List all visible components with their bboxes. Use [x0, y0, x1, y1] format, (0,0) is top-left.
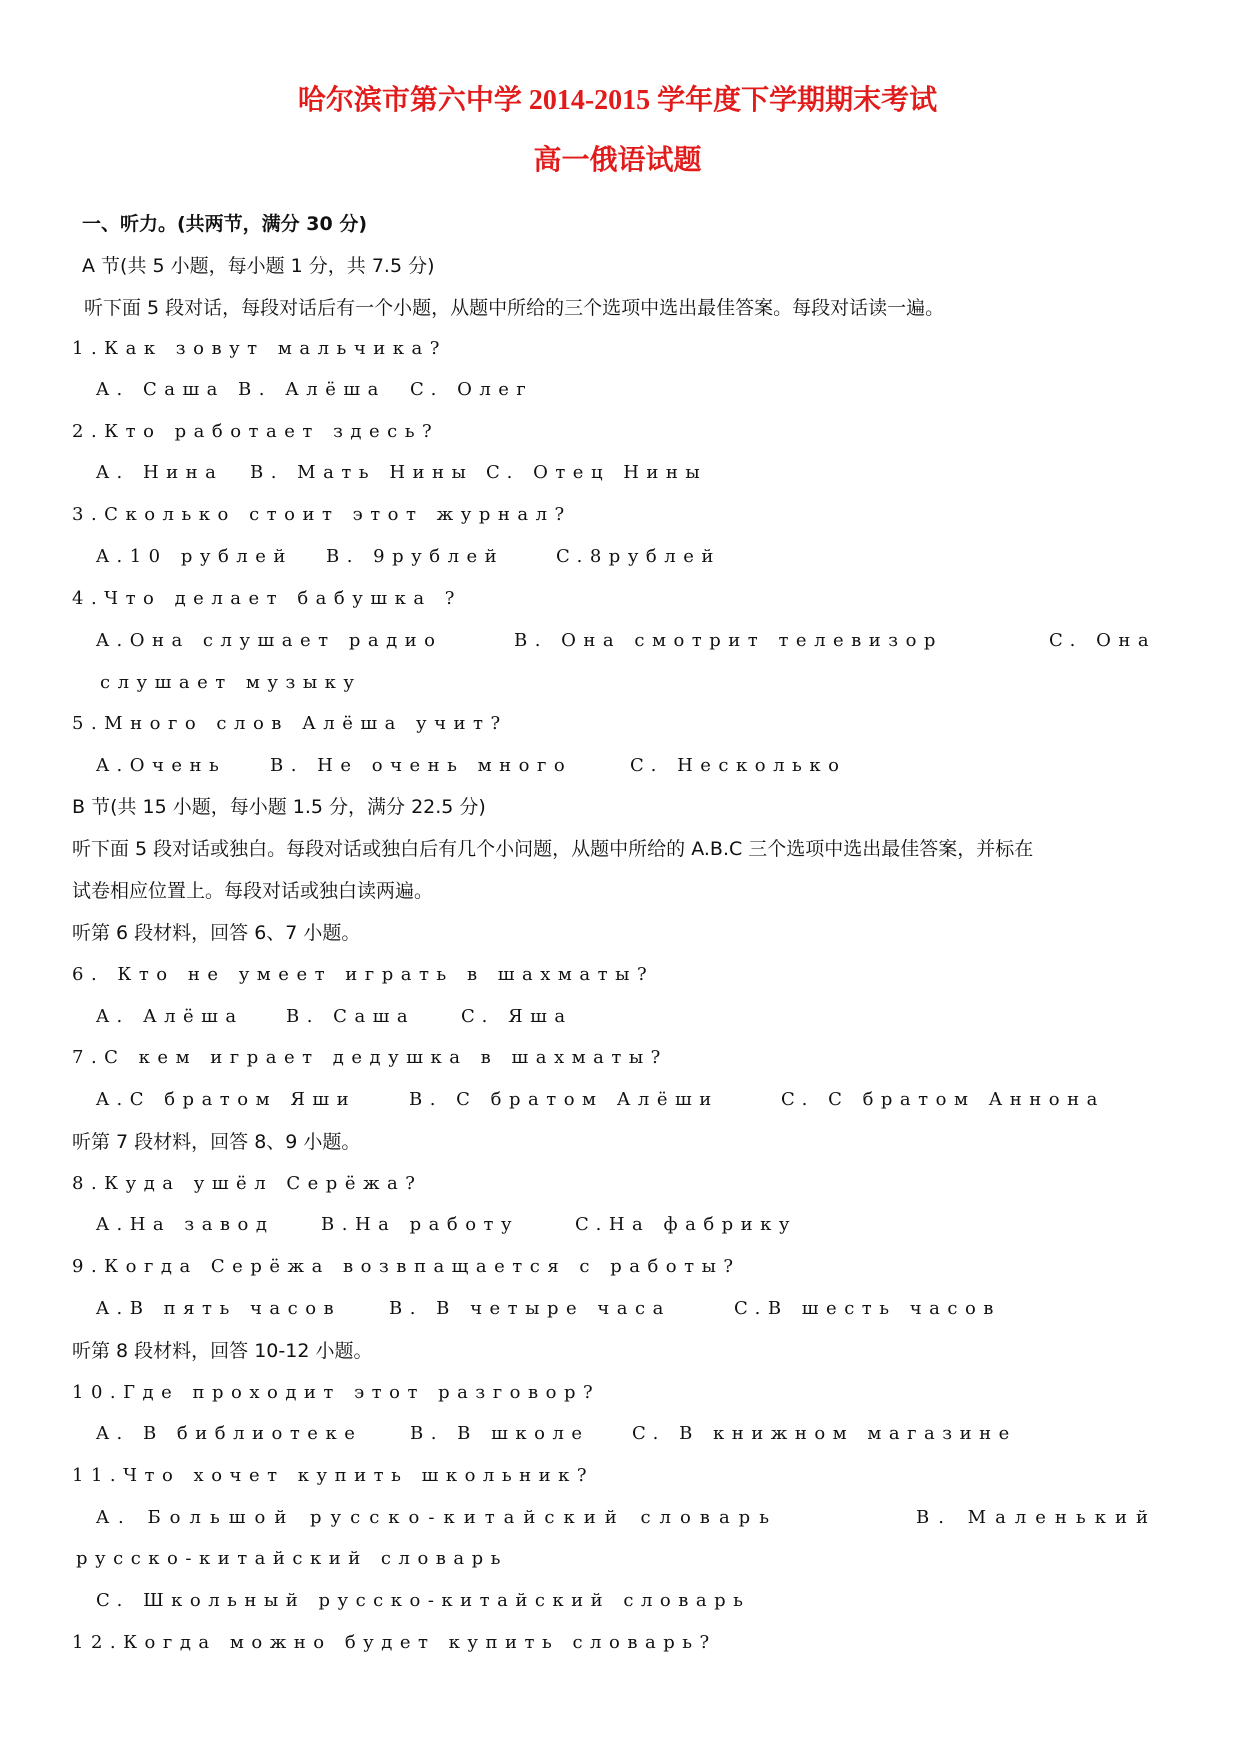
- question-1-stem: 1.Как зовут мальчика?: [72, 338, 447, 359]
- question-6-stem: 6. Кто не умеет играть в шахматы?: [72, 964, 655, 985]
- sectionA-instruction: 听下面 5 段对话，每段对话后有一个小题，从题中所给的三个选项中选出最佳答案。每段对话读一遍。: [84, 297, 945, 319]
- q8-option-b: B.На работу: [321, 1214, 520, 1235]
- question-12-stem: 12.Когда можно будет купить словарь?: [72, 1632, 717, 1653]
- q10-option-b: B. В школе: [410, 1423, 590, 1444]
- question-9-stem: 9.Когда Серёжа возвпащается с работы?: [72, 1256, 741, 1277]
- question-5-stem: 5.Много слов Алёша учит?: [72, 713, 508, 734]
- q10-option-c: C. В книжном магазине: [632, 1423, 1017, 1444]
- question-6-options: [96, 1005, 573, 1029]
- question-10-options: [96, 1422, 1017, 1446]
- q11-option-b: B. Маленький: [916, 1507, 1157, 1528]
- q6-option-c: C. Яша: [461, 1006, 573, 1027]
- q11-option-c: C. Школьный русско-китайский словарь: [96, 1590, 751, 1611]
- question-2-options: [96, 461, 707, 485]
- question-3-stem: 3.Сколько стоит этот журнал?: [72, 504, 572, 525]
- q3-option-c: C.8рублей: [556, 546, 721, 567]
- q7-option-b: B. С братом Алёши: [409, 1089, 719, 1110]
- question-7-stem: 7.С кем играет дедушка в шахматы?: [72, 1047, 668, 1068]
- q5-option-a: A.Очень: [96, 755, 227, 776]
- page-subtitle: 高一俄语试题: [533, 145, 702, 176]
- sectionB-label: B 节(共 15 小题，每小题 1.5 分，满分 22.5 分): [72, 796, 486, 818]
- question-8-options: [96, 1213, 797, 1237]
- q8-option-a: A.На завод: [96, 1214, 275, 1235]
- q1-option-b: B. Алёша: [238, 379, 386, 400]
- q9-option-a: A.В пять часов: [96, 1298, 342, 1319]
- q5-option-b: B. Не очень много: [270, 755, 573, 776]
- q1-option-a: A. Саша: [96, 379, 225, 400]
- q6-option-a: A. Алёша: [96, 1006, 244, 1027]
- page-title: 哈尔滨市第六中学 2014-2015 学年度下学期期末考试: [297, 85, 938, 116]
- material-8-note: 听第 8 段材料，回答 10-12 小题。: [72, 1340, 373, 1362]
- question-9-options: [96, 1297, 1001, 1321]
- question-5-options: [96, 754, 846, 778]
- q8-option-c: C.На фабрику: [575, 1214, 798, 1235]
- q5-option-c: C. Несколько: [630, 755, 847, 776]
- question-10-stem: 10.Где проходит этот разговор?: [72, 1382, 601, 1403]
- q4-option-c: C. Она: [1049, 630, 1157, 651]
- q4-option-a: A.Она слушает радио: [96, 630, 443, 651]
- q9-option-b: B. В четыре часа: [389, 1298, 671, 1319]
- q11-option-b-continued: русско-китайский словарь: [76, 1548, 508, 1569]
- part1-heading: 一、听力。(共两节，满分 30 分): [82, 213, 368, 235]
- q11-option-a: A. Большой русско-китайский словарь: [96, 1507, 778, 1528]
- question-7-options: [96, 1088, 1105, 1112]
- q3-option-a: A.10 рублей: [96, 546, 293, 567]
- q10-option-a: A. В библиотеке: [96, 1423, 363, 1444]
- material-6-note: 听第 6 段材料，回答 6、7 小题。: [72, 922, 361, 944]
- question-11-options: [96, 1506, 1157, 1530]
- question-3-options: [96, 545, 721, 569]
- question-11-stem: 11.Что хочет купить школьник?: [72, 1465, 595, 1486]
- sectionB-instruction-line1: 听下面 5 段对话或独白。每段对话或独白后有几个小问题，从题中所给的 A.B.C 三个选项中选出最佳答案，并标在: [72, 838, 1034, 860]
- material-7-note: 听第 7 段材料，回答 8、9 小题。: [72, 1131, 361, 1153]
- q4-option-b: B. Она смотрит телевизор: [514, 630, 943, 651]
- q2-option-c: C. Отец Нины: [486, 462, 708, 483]
- question-4-options: [96, 629, 1156, 653]
- question-2-stem: 2.Кто работает здесь?: [72, 421, 440, 442]
- sectionB-instruction-line2: 试卷相应位置上。每段对话或独白读两遍。: [72, 880, 434, 902]
- question-1-options: [96, 378, 533, 402]
- q7-option-a: A.С братом Яши: [96, 1089, 357, 1110]
- q2-option-a: A. Нина: [96, 462, 224, 483]
- q7-option-c: C. С братом Аннона: [781, 1089, 1105, 1110]
- q1-option-c: C. Олег: [410, 379, 534, 400]
- q9-option-c: C.В шесть часов: [734, 1298, 1001, 1319]
- question-8-stem: 8.Куда ушёл Серёжа?: [72, 1173, 423, 1194]
- q4-option-c-continued: слушает музыку: [100, 672, 362, 693]
- question-4-stem: 4.Что делает бабушка ?: [72, 588, 462, 609]
- q6-option-b: B. Саша: [286, 1006, 416, 1027]
- q3-option-b: B. 9рублей: [326, 546, 505, 567]
- sectionA-label: A 节(共 5 小题，每小题 1 分，共 7.5 分): [82, 255, 435, 277]
- q2-option-b: B. Мать Нины: [250, 462, 474, 483]
